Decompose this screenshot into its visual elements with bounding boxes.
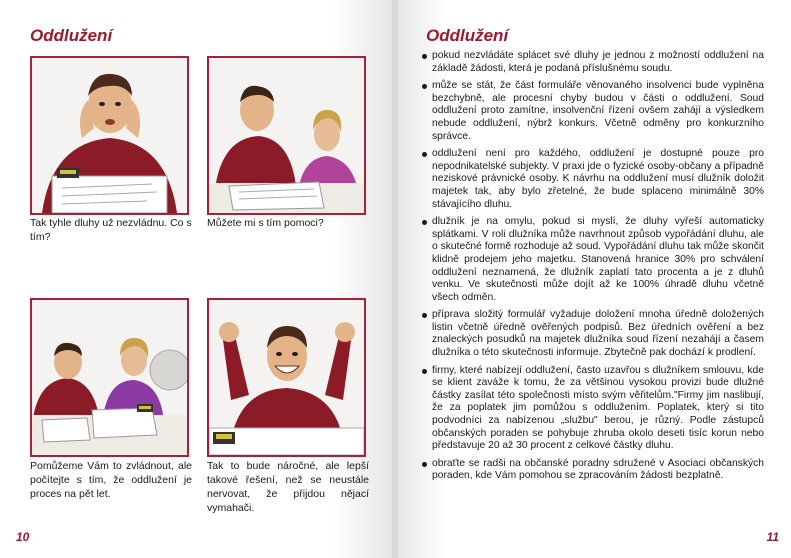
left-page [0,0,392,558]
list-item: může se stát, že část formuláře věnovaného insolvenci bude vyplněna bezchybně, ale procesní chyby budou v části o oddlužení. Soud oddlužení proto zamítne, insolvenční řízení ovšem zahájí a výsledkem nebude oddlužení, nýbrž konkurs. Včetně odměny pro konkurzního správce. [420,80,764,143]
caption-1: Tak tyhle dluhy už nezvládnu. Co s tím? [30,217,192,243]
illustration-counseling [30,298,189,457]
caption-3: Pomůžeme Vám to zvládnout, ale počítejte s tím, že oddlužení je proces na pět let. [30,460,192,500]
list-item: oddlužení není pro každého, oddlužení je dostupné pouze pro nepodnikatelské subjekty. V praxi jde o fyzické osoby-občany a případně neziskové právnické osoby. K návrhu na oddlužení musí dlužník doložit majetek tak, aby bylo zřetelné, že bude splaceno minimálně 30% stávajícího dluhu. [420,148,764,211]
list-item: dlužník je na omylu, pokud si myslí, že dluhy vyřeší automaticky splátkami. V roli dlužníka může navrhnout způsob vypořádání dluhu, ale o skutečné formě rozhoduje až soud. Vypořádání dluhu tak může skončit klidně prodejem jeho majetku. Stanovená hranice 30% pro schválení oddlužení neznamená, že dlužník zaplatí tato procenta a je z dluhů venku. Ve skutečnosti může dojít až ke 100% úhradě dluhu včetně všech odměn. [420,216,764,304]
page-title: Oddlužení [30,26,113,45]
illustration-relieved-man [207,298,366,457]
list-item: firmy, které nabízejí oddlužení, často uzavřou s dlužníkem smlouvu, kde se klient zaváže k tomu, že za většinou vysokou provizi bude dlužné částky zasílat této společnosti místo svým věřitelům."Firmy jim naslibují, že za poplatek jim pomůžou s oddlužením. Poplatek, který si tito podvodníci za nabízenou „službu" berou, je různý. Podle zástupců občanských poraden se pohybuje zhruba okolo deseti tisíc korun nebo představuje 20 až 30 procent z celkové částky dluhu. [420,365,764,453]
list-item: příprava složitý formulář vyžaduje doložení mnoha úředně doložených listin včetně úředně ověřených podpisů. Bez úředních ověření a bez znaleckých posudků na majetek dlužníka soud řízení nezahájí a časem dlužníka o této skutečnosti informuje. Zbytečně pak dochází k prodlení. [420,309,764,359]
list-item: pokud nezvládáte splácet své dluhy je jednou z možností oddlužení na základě žádosti, která je podaná příslušnému soudu. [420,50,764,75]
bullet-list [420,50,764,488]
page-number-left: 10 [16,530,30,544]
caption-4: Tak to bude náročné, ale lepší takové řešení, než se neustále nervovat, že přijdou nějací vymahači. [207,460,369,514]
caption-2: Můžete mi s tím pomoci? [207,217,324,229]
counseling-image [32,300,187,455]
list-item: obraťte se radši na občanské poradny sdružené v Asociaci občanských poraden, kde Vám pomohou se zpracováním žádosti bezplatně. [420,458,764,483]
illustration-worried-man [30,56,189,215]
page-title-right: Oddlužení [426,26,509,45]
asking-help-image [209,58,364,213]
illustration-asking-help [207,56,366,215]
right-page [398,0,791,558]
worried-man-image [32,58,187,213]
relieved-man-image [209,300,364,455]
page-number-right: 11 [766,530,779,544]
